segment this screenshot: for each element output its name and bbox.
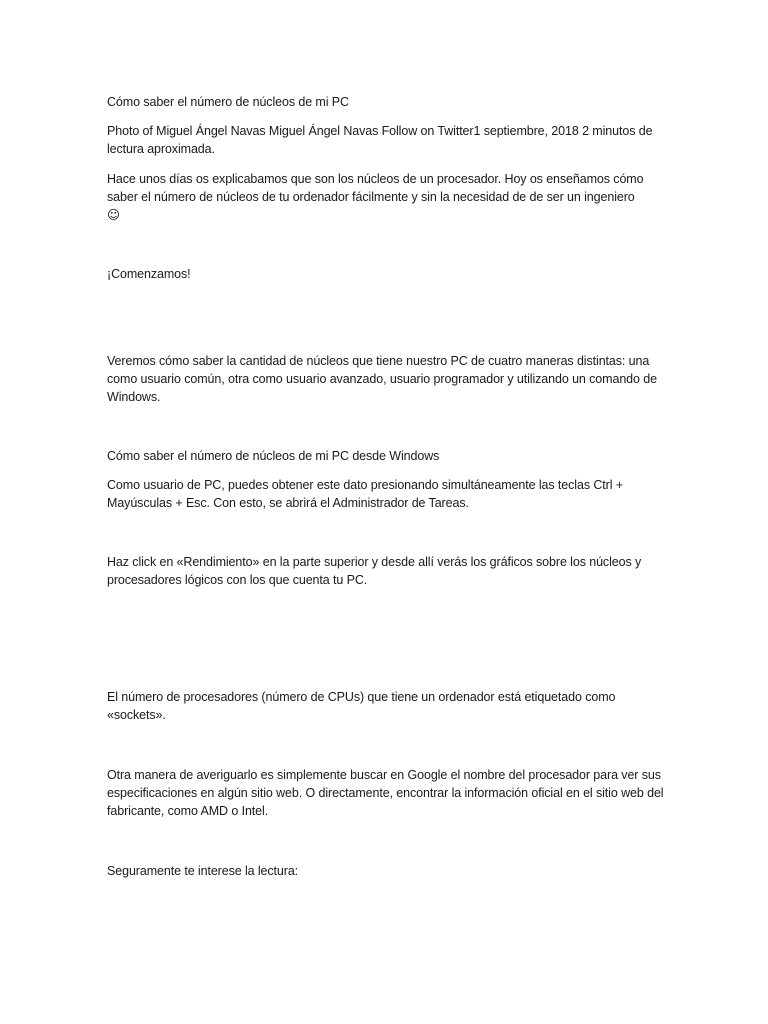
section-heading: Cómo saber el número de núcleos de mi PC desde Windows bbox=[107, 449, 440, 463]
google-paragraph: Otra manera de averiguarlo es simplemente buscar en Google el nombre del procesador para ver sus especificaciones en algún sitio web. O directamente, encontrar la información oficial en el sitio web del fabricante, como AMD o Intel. bbox=[107, 768, 664, 818]
article-byline: Photo of Miguel Ángel Navas Miguel Ángel Navas Follow on Twitter1 septiembre, 2018 2 minutos de lectura aproximada. bbox=[107, 124, 653, 156]
ways-paragraph: Veremos cómo saber la cantidad de núcleos que tiene nuestro PC de cuatro maneras distintas: una como usuario común, otra como usuario avanzado, usuario programador y utilizando un comando de Windows. bbox=[107, 354, 657, 404]
shortcut-paragraph: Como usuario de PC, puedes obtener este dato presionando simultáneamente las teclas Ctrl + Mayúsculas + Esc. Con esto, se abrirá el Administrador de Tareas. bbox=[107, 478, 623, 510]
performance-paragraph: Haz click en «Rendimiento» en la parte superior y desde allí verás los gráficos sobre los núcleos y procesadores lógicos con los que cuenta tu PC. bbox=[107, 555, 642, 587]
smiley-icon: ☺ bbox=[107, 207, 120, 222]
related-reading-label: Seguramente te interese la lectura: bbox=[107, 864, 299, 878]
intro-text: Hace unos días os explicabamos que son los núcleos de un procesador. Hoy os enseñamos cómo saber el número de núcleos de tu ordenador fácilmente y sin la necesidad de de ser un ingeniero bbox=[107, 172, 644, 204]
intro-paragraph bbox=[107, 170, 667, 224]
article-title: Cómo saber el número de núcleos de mi PC bbox=[107, 95, 349, 109]
start-paragraph: ¡Comenzamos! bbox=[107, 267, 191, 281]
sockets-paragraph: El número de procesadores (número de CPUs) que tiene un ordenador está etiquetado como «sockets». bbox=[107, 690, 616, 722]
